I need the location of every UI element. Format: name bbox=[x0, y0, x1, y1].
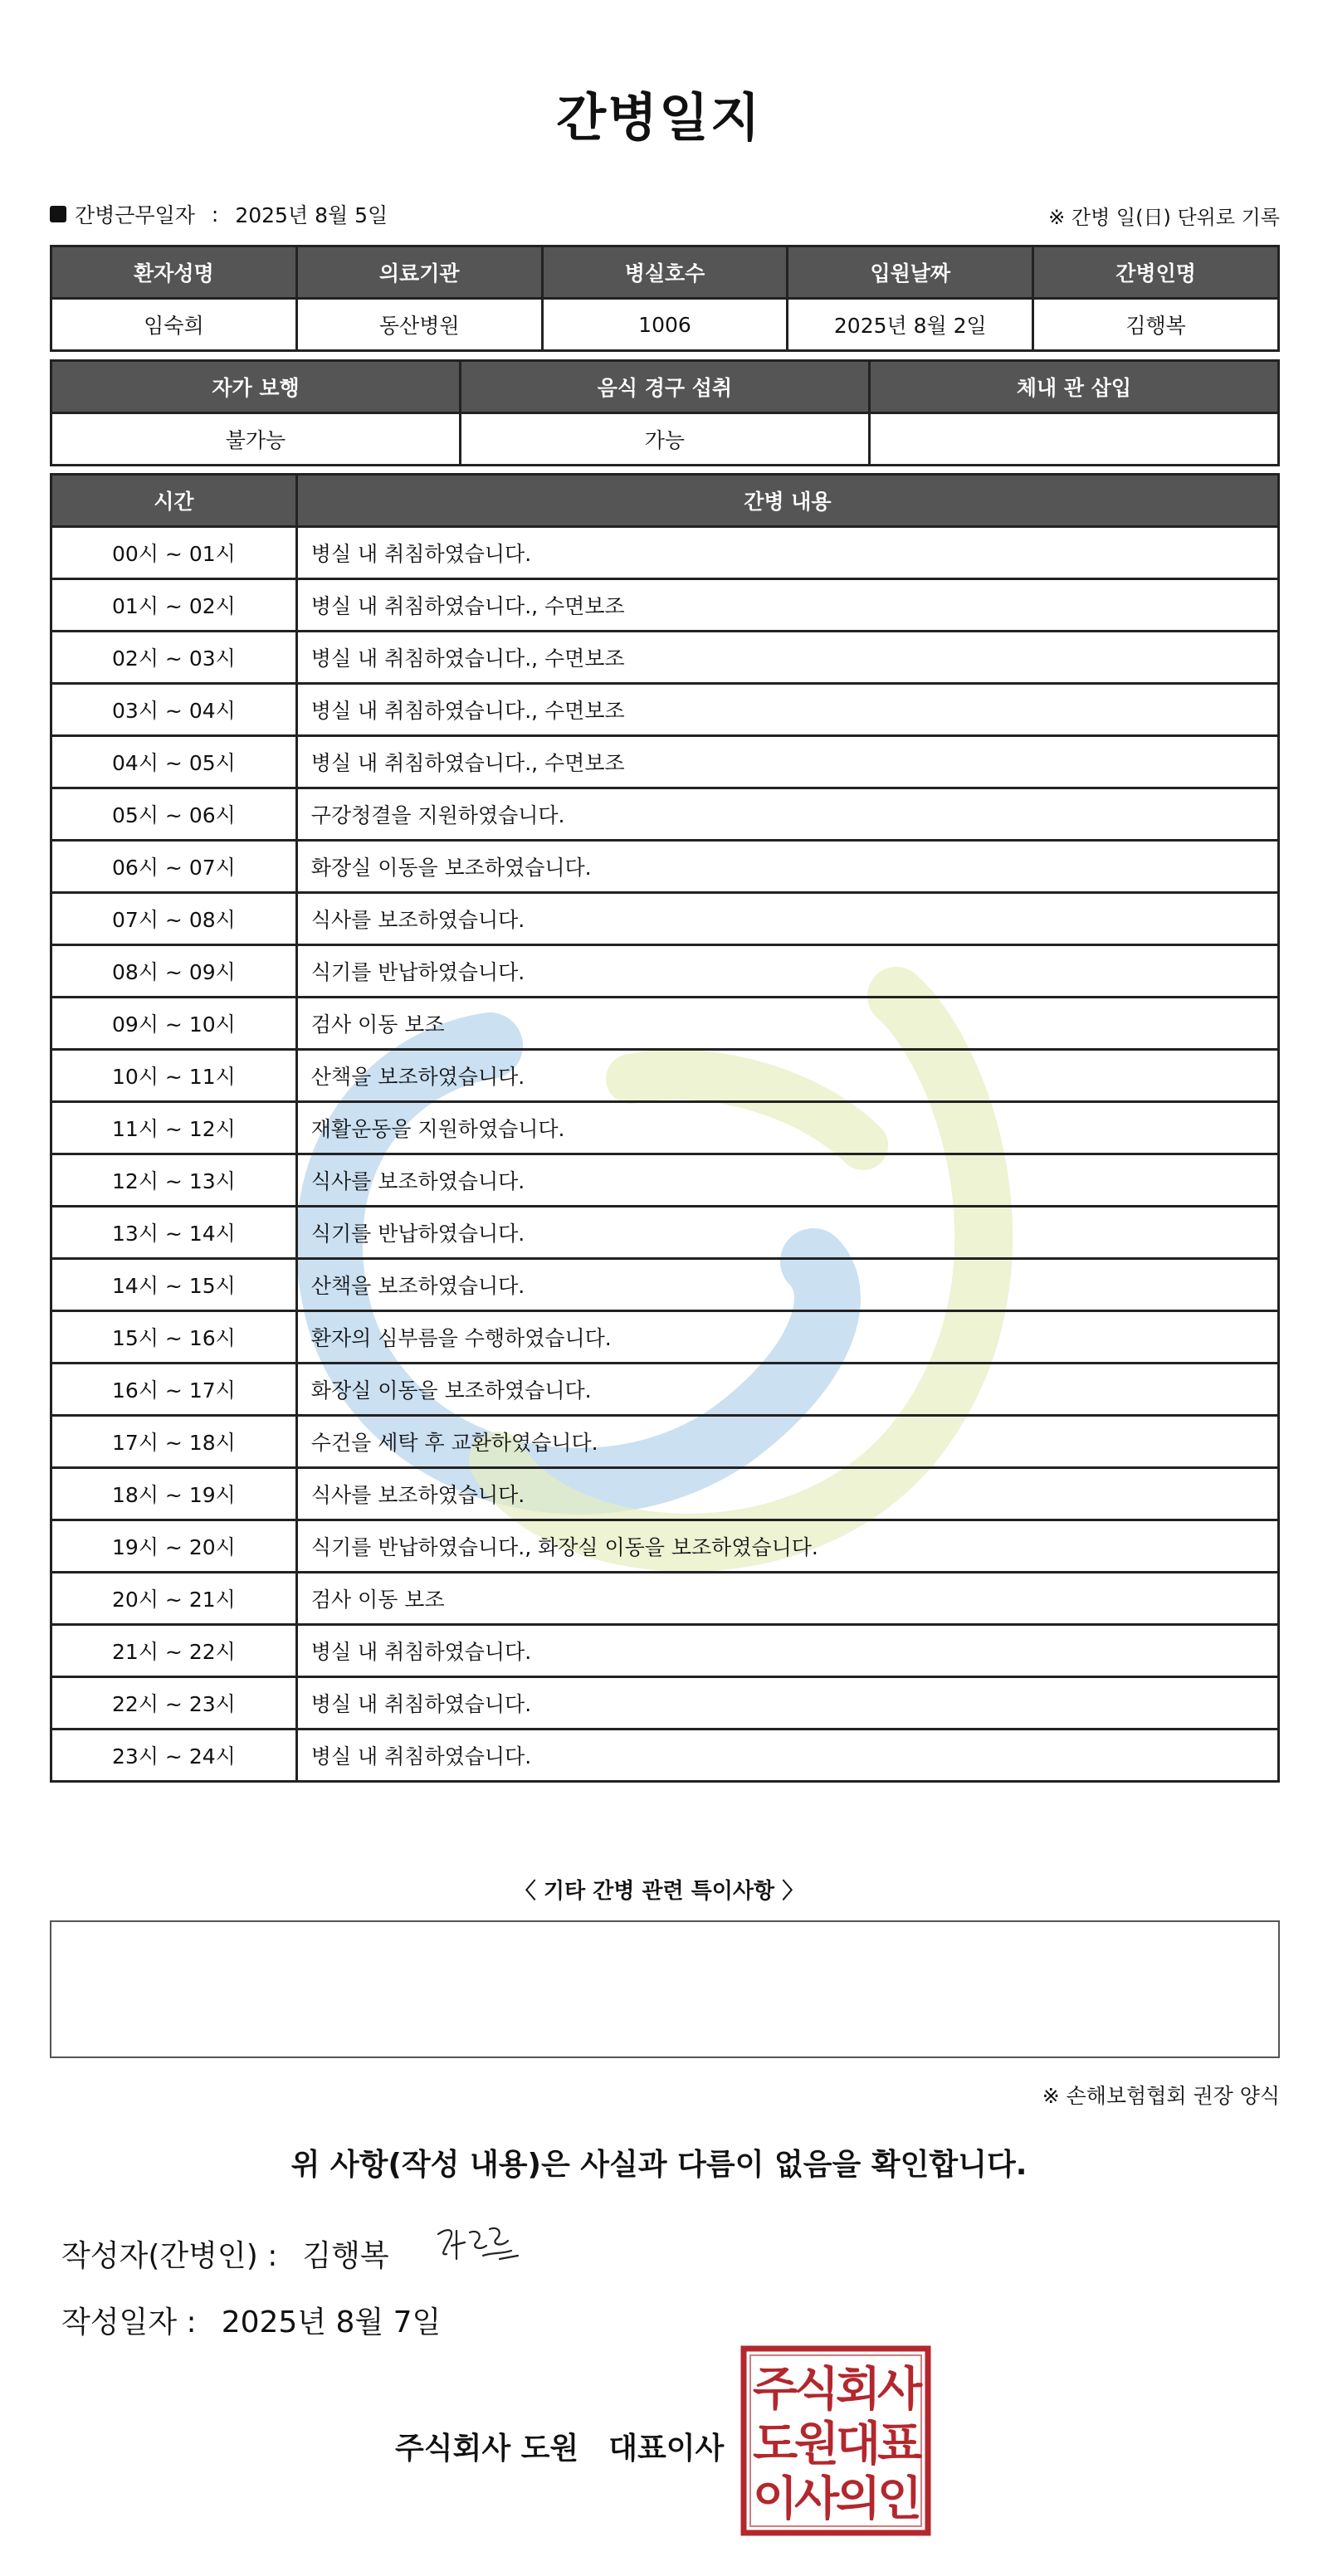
header-room-number: 병실호수 bbox=[542, 246, 788, 299]
patient-status-table bbox=[50, 359, 1280, 466]
table-row bbox=[51, 1364, 1279, 1416]
header-hospital: 의료기관 bbox=[296, 246, 542, 299]
table-row bbox=[51, 841, 1279, 893]
care-log-table bbox=[50, 473, 1280, 1783]
table-row bbox=[51, 788, 1279, 841]
handwritten-signature bbox=[432, 2217, 531, 2272]
day-unit-note: ※ 간병 일(日) 단위로 기록 bbox=[1048, 206, 1280, 229]
svg-text:회: 회 bbox=[835, 2363, 881, 2417]
square-bullet-icon bbox=[50, 206, 66, 222]
svg-text:사: 사 bbox=[793, 2472, 840, 2526]
admission-date: 2025년 8월 2일 bbox=[788, 299, 1033, 351]
status-value-row bbox=[51, 413, 1279, 466]
care-content: 병실 내 취침하였습니다., 수면보조 bbox=[296, 736, 1278, 788]
time-slot: 14시 ~ 15시 bbox=[51, 1259, 297, 1311]
writer-label: 작성자(간병인) : bbox=[61, 2239, 278, 2273]
patient-info-table bbox=[50, 245, 1280, 352]
svg-text:식: 식 bbox=[793, 2363, 840, 2417]
care-content: 식기를 반납하였습니다. bbox=[296, 945, 1278, 998]
writer-name: 김행복 bbox=[302, 2239, 389, 2273]
time-slot: 08시 ~ 09시 bbox=[51, 945, 297, 998]
written-date-line bbox=[61, 2299, 441, 2341]
svg-text:사: 사 bbox=[876, 2363, 923, 2417]
care-content: 식사를 보조하였습니다. bbox=[296, 1468, 1278, 1520]
patient-value-row bbox=[51, 299, 1279, 351]
table-row bbox=[51, 1311, 1279, 1364]
caregiver-name: 김행복 bbox=[1033, 299, 1279, 351]
table-row bbox=[51, 1730, 1279, 1782]
table-row bbox=[51, 1468, 1279, 1520]
care-content: 식기를 반납하였습니다., 화장실 이동을 보조하였습니다. bbox=[296, 1520, 1278, 1573]
time-slot: 19시 ~ 20시 bbox=[51, 1520, 297, 1573]
care-content: 병실 내 취침하였습니다. bbox=[296, 1625, 1278, 1677]
hospital-name: 동산병원 bbox=[296, 299, 542, 351]
header-self-walking: 자가 보행 bbox=[51, 361, 461, 413]
recommendation-note: ※ 손해보험협회 권장 양식 bbox=[1042, 2084, 1280, 2108]
work-date-value: 2025년 8월 5일 bbox=[235, 203, 388, 227]
company-line bbox=[395, 2425, 724, 2467]
time-slot: 17시 ~ 18시 bbox=[51, 1416, 297, 1468]
svg-text:도: 도 bbox=[752, 2417, 798, 2471]
time-slot: 10시 ~ 11시 bbox=[51, 1050, 297, 1102]
care-content: 수건을 세탁 후 교환하였습니다. bbox=[296, 1416, 1278, 1468]
care-content: 화장실 이동을 보조하였습니다. bbox=[296, 1364, 1278, 1416]
header-patient-name: 환자성명 bbox=[51, 246, 297, 299]
care-content: 환자의 심부름을 수행하였습니다. bbox=[296, 1311, 1278, 1364]
care-content: 식기를 반납하였습니다. bbox=[296, 1207, 1278, 1259]
time-slot: 00시 ~ 01시 bbox=[51, 527, 297, 579]
table-row bbox=[51, 1677, 1279, 1730]
care-content: 구강청결을 지원하였습니다. bbox=[296, 788, 1278, 841]
written-date-value: 2025년 8월 7일 bbox=[221, 2305, 442, 2339]
care-content: 검사 이동 보조 bbox=[296, 1573, 1278, 1625]
work-date-label: 간병근무일자 bbox=[75, 203, 195, 227]
care-content: 식사를 보조하였습니다. bbox=[296, 893, 1278, 945]
svg-text:원: 원 bbox=[793, 2417, 840, 2471]
care-content: 병실 내 취침하였습니다. bbox=[296, 1677, 1278, 1730]
table-row bbox=[51, 684, 1279, 736]
room-number: 1006 bbox=[542, 299, 788, 351]
time-slot: 15시 ~ 16시 bbox=[51, 1311, 297, 1364]
time-slot: 07시 ~ 08시 bbox=[51, 893, 297, 945]
header-oral-intake: 음식 경구 섭취 bbox=[460, 361, 869, 413]
care-log-header-row bbox=[51, 475, 1279, 527]
svg-text:인: 인 bbox=[876, 2472, 923, 2526]
table-row bbox=[51, 1259, 1279, 1311]
time-slot: 16시 ~ 17시 bbox=[51, 1364, 297, 1416]
time-slot: 05시 ~ 06시 bbox=[51, 788, 297, 841]
work-date-row bbox=[50, 199, 1280, 232]
care-content: 병실 내 취침하였습니다., 수면보조 bbox=[296, 684, 1278, 736]
care-content: 병실 내 취침하였습니다., 수면보조 bbox=[296, 579, 1278, 632]
time-slot: 12시 ~ 13시 bbox=[51, 1154, 297, 1207]
table-row bbox=[51, 1625, 1279, 1677]
table-row bbox=[51, 1416, 1279, 1468]
svg-text:표: 표 bbox=[876, 2417, 923, 2471]
time-slot: 04시 ~ 05시 bbox=[51, 736, 297, 788]
svg-text:의: 의 bbox=[835, 2472, 881, 2526]
time-slot: 01시 ~ 02시 bbox=[51, 579, 297, 632]
time-slot: 11시 ~ 12시 bbox=[51, 1102, 297, 1154]
time-slot: 03시 ~ 04시 bbox=[51, 684, 297, 736]
table-row bbox=[51, 632, 1279, 684]
table-row bbox=[51, 736, 1279, 788]
care-content: 산책을 보조하였습니다. bbox=[296, 1259, 1278, 1311]
patient-name: 임숙희 bbox=[51, 299, 297, 351]
table-row bbox=[51, 998, 1279, 1050]
header-care-content: 간병 내용 bbox=[296, 475, 1278, 527]
table-row bbox=[51, 527, 1279, 579]
time-slot: 06시 ~ 07시 bbox=[51, 841, 297, 893]
table-row bbox=[51, 1520, 1279, 1573]
patient-header-row bbox=[51, 246, 1279, 299]
confirmation-statement: 위 사항(작성 내용)은 사실과 다름이 없음을 확인합니다. bbox=[290, 2148, 1028, 2182]
table-row bbox=[51, 893, 1279, 945]
company-seal bbox=[740, 2345, 931, 2536]
table-row bbox=[51, 1207, 1279, 1259]
header-tube-insertion: 체내 관 삽입 bbox=[869, 361, 1278, 413]
company-name: 주식회사 도원 bbox=[395, 2432, 579, 2466]
table-row bbox=[51, 1050, 1279, 1102]
header-admission-date: 입원날짜 bbox=[788, 246, 1033, 299]
care-content: 병실 내 취침하였습니다., 수면보조 bbox=[296, 632, 1278, 684]
special-notes-title: 〈 기타 간병 관련 특이사항 〉 bbox=[514, 1879, 804, 1904]
care-content: 병실 내 취침하였습니다. bbox=[296, 527, 1278, 579]
svg-text:이: 이 bbox=[752, 2472, 798, 2526]
time-slot: 09시 ~ 10시 bbox=[51, 998, 297, 1050]
time-slot: 18시 ~ 19시 bbox=[51, 1468, 297, 1520]
time-slot: 20시 ~ 21시 bbox=[51, 1573, 297, 1625]
self-walking-value: 불가능 bbox=[51, 413, 461, 466]
table-row bbox=[51, 579, 1279, 632]
written-date-label: 작성일자 : bbox=[61, 2305, 197, 2339]
time-slot: 22시 ~ 23시 bbox=[51, 1677, 297, 1730]
table-row bbox=[51, 1573, 1279, 1625]
table-row bbox=[51, 1154, 1279, 1207]
special-notes-box bbox=[50, 1920, 1280, 2058]
time-slot: 23시 ~ 24시 bbox=[51, 1730, 297, 1782]
time-slot: 13시 ~ 14시 bbox=[51, 1207, 297, 1259]
time-slot: 02시 ~ 03시 bbox=[51, 632, 297, 684]
care-content: 식사를 보조하였습니다. bbox=[296, 1154, 1278, 1207]
page-title: 간병일지 bbox=[556, 87, 762, 148]
svg-text:주: 주 bbox=[752, 2363, 798, 2417]
tube-insertion-value bbox=[869, 413, 1278, 466]
header-caregiver-name: 간병인명 bbox=[1033, 246, 1279, 299]
status-header-row bbox=[51, 361, 1279, 413]
header-time: 시간 bbox=[51, 475, 297, 527]
care-content: 병실 내 취침하였습니다. bbox=[296, 1730, 1278, 1782]
table-row bbox=[51, 945, 1279, 998]
table-row bbox=[51, 1102, 1279, 1154]
time-slot: 21시 ~ 22시 bbox=[51, 1625, 297, 1677]
care-content: 화장실 이동을 보조하였습니다. bbox=[296, 841, 1278, 893]
oral-intake-value: 가능 bbox=[460, 413, 869, 466]
svg-text:대: 대 bbox=[835, 2417, 881, 2471]
work-date-separator: : bbox=[211, 202, 219, 227]
writer-line bbox=[61, 2232, 389, 2275]
care-content: 검사 이동 보조 bbox=[296, 998, 1278, 1050]
representative-title: 대표이사 bbox=[608, 2432, 725, 2466]
care-content: 산책을 보조하였습니다. bbox=[296, 1050, 1278, 1102]
care-content: 재활운동을 지원하였습니다. bbox=[296, 1102, 1278, 1154]
